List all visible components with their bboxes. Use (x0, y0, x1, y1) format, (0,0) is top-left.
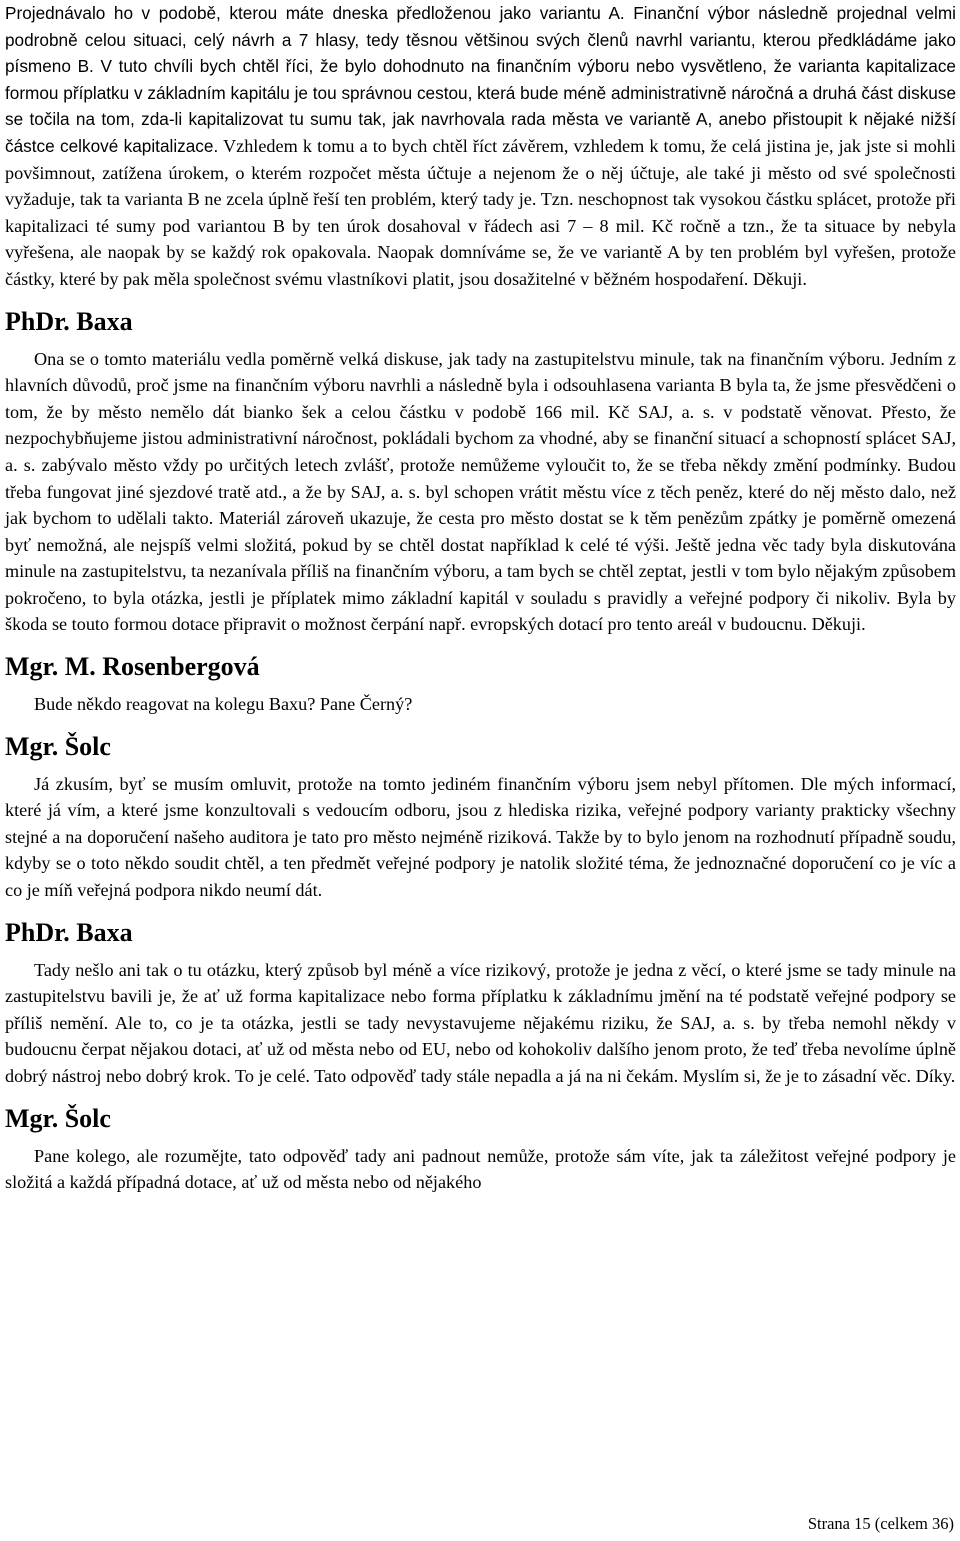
speaker-name: Mgr. Šolc (5, 731, 111, 761)
speech-paragraph (5, 0, 956, 293)
page-number: Strana 15 (celkem 36) (807, 1514, 954, 1533)
text-run: Ona se o tomto materiálu vedla poměrně velká diskuse, jak tady na zastupitelstvu minule, tak na finančním výboru. Jedním z hlavních důvodů, proč jsme na finančním výboru navrhli a následně byla i odsouhlasena varianta B byla ta, že jsme přesvědčeni o tom, že by město nemělo dát bianko šek a celou částku v podobě 166 mil. Kč SAJ, a. s. v podstatě věnovat. Přesto, že nezpochybňujeme jistou administrativní náročnost, pokládali bychom za vhodné, aby se finanční situací a schopností splácet SAJ, a. s. zabývalo město vždy po určitých letech zvlášť, protože nemůžeme vyloučit to, že se třeba někdy změní podmínky. Budou třeba fungovat jiné sjezdové tratě atd., a že by SAJ, a. s. byl schopen vrátit městu více z těch peněz, které do něj město dalo, než jak bychom to udělali takto. Materiál zároveň ukazuje, že cesta pro město dostat se k těm penězům zpátky je poměrně omezená byť nemožná, ale nejspíš velmi složitá, pokud by se chtěl dostat například k celé té výši. Ještě jedna věc tady byla diskutována minule na zastupitelstvu, ta nezanívala příliš na finančním výboru, a tam bych se chtěl zeptat, jestli v tom bylo nějakým způsobem pokročeno, to byla otázka, jestli je příplatek mimo základní kapitál v souladu s pravidly a veřejné podpory či nikoliv. Byla by škoda se touto formou dotace připravit o možnost čerpání např. evropských dotací pro tento areál v budoucnu. Děkuji. (5, 348, 956, 635)
speech-paragraph (5, 1143, 956, 1196)
speech-paragraph (5, 771, 956, 904)
speaker-name: PhDr. Baxa (5, 306, 133, 336)
transcript-body (5, 0, 956, 1196)
text-run: Tady nešlo ani tak o tu otázku, který způsob byl méně a více rizikový, protože je jedna z věcí, o které jsme se tady minule na zastupitelstvu bavili je, že ať už forma kapitalizace nebo forma příplatku k základnímu jmění na té podstatě veřejné podpory se příliš nemění. Ale to, co je ta otázka, jestli se tady nevystavujeme nějakému riziku, že SAJ, a. s. by třeba nemohl někdy v budoucnu čerpat nějakou dotaci, ať už od města nebo od EU, nebo od kohokoliv dalšího jenom proto, že teď třeba nevolíme úplně dobrý nástroj nebo dobrý krok. To je celé. Tato odpověď tady stále nepadla a já na ni čekám. Myslím si, že je to zásadní věc. Díky. (5, 959, 956, 1086)
speaker-name: Mgr. Šolc (5, 1103, 111, 1133)
speech-paragraph (5, 691, 956, 718)
text-run: Projednávalo ho v podobě, kterou máte dneska předloženou jako variantu A. Finanční výbor následně projednal velmi podrobně celou situaci, celý návrh a 7 hlasy, tedy těsnou většinou svých členů navrhl variantu, kterou předkládáme jako písmeno B. V tuto chvíli bych chtěl říci, že bylo dohodnuto na finančním výboru nebo vysvětleno, že varianta kapitalizace formou příplatku v základním kapitálu je tou správnou cestou, která bude méně administrativně náročná a druhá část diskuse se točila na tom, zda-li kapitalizovat tu sumu tak, jak navrhovala rada města ve variantě A, anebo přistoupit k nějaké nižší částce celkové kapitalizace. (5, 3, 956, 156)
speaker-name: Mgr. M. Rosenbergová (5, 652, 260, 682)
speech-paragraph (5, 346, 956, 639)
text-run: Bude někdo reagovat na kolegu Baxu? Pane Černý? (34, 694, 413, 715)
text-run: Pane kolego, ale rozumějte, tato odpověď tady ani padnout nemůže, protože sám víte, jak ta záležitost veřejné podpory je složitá a každá případná dotace, ať už od města nebo od nějakého (5, 1145, 956, 1193)
speaker-name: PhDr. Baxa (5, 917, 133, 947)
text-run: Vzhledem k tomu a to bych chtěl říct závěrem, vzhledem k tomu, že celá jistina je, jak jste si mohli povšimnout, zatížena úrokem, o kterém rozpočet města účtuje a nejenom že o něj účtuje, ale také ji město od své společnosti vyžaduje, tak ta varianta B ne zcela úplně řeší ten problém, který tady je. Tzn. neschopnost tak vysokou částku splácet, protože při kapitalizaci té sumy pod variantou B by ten úrok dosahoval v řádech asi 7 – 8 mil. Kč ročně a tzn., že ta situace by nebyla vyřešena, ale naopak by se každý rok opakovala. Naopak domníváme se, že ve variantě A by ten problém byl vyřešen, protože částky, které by pak měla společnost svému vlastníkovi platit, jsou dosažitelné v běžném hospodaření. Děkuji. (5, 135, 956, 289)
text-run: Já zkusím, byť se musím omluvit, protože na tomto jediném finančním výboru jsem nebyl přítomen. Dle mých informací, které já vím, a které jsme konzultovali s vedoucím odboru, jsou z hlediska rizika, veřejné podpory varianty prakticky všechny stejné a na doporučení našeho auditora je tato pro město nejméně riziková. Takže by to bylo jenom na rozhodnutí případně soudu, kdyby se o toto někdo soudit chtěl, a ten předmět veřejné podpory je natolik složité téma, že jednoznačné doporučení co je víc a co je míň veřejná podpora nikdo neumí dát. (5, 773, 956, 901)
speech-paragraph (5, 957, 956, 1090)
